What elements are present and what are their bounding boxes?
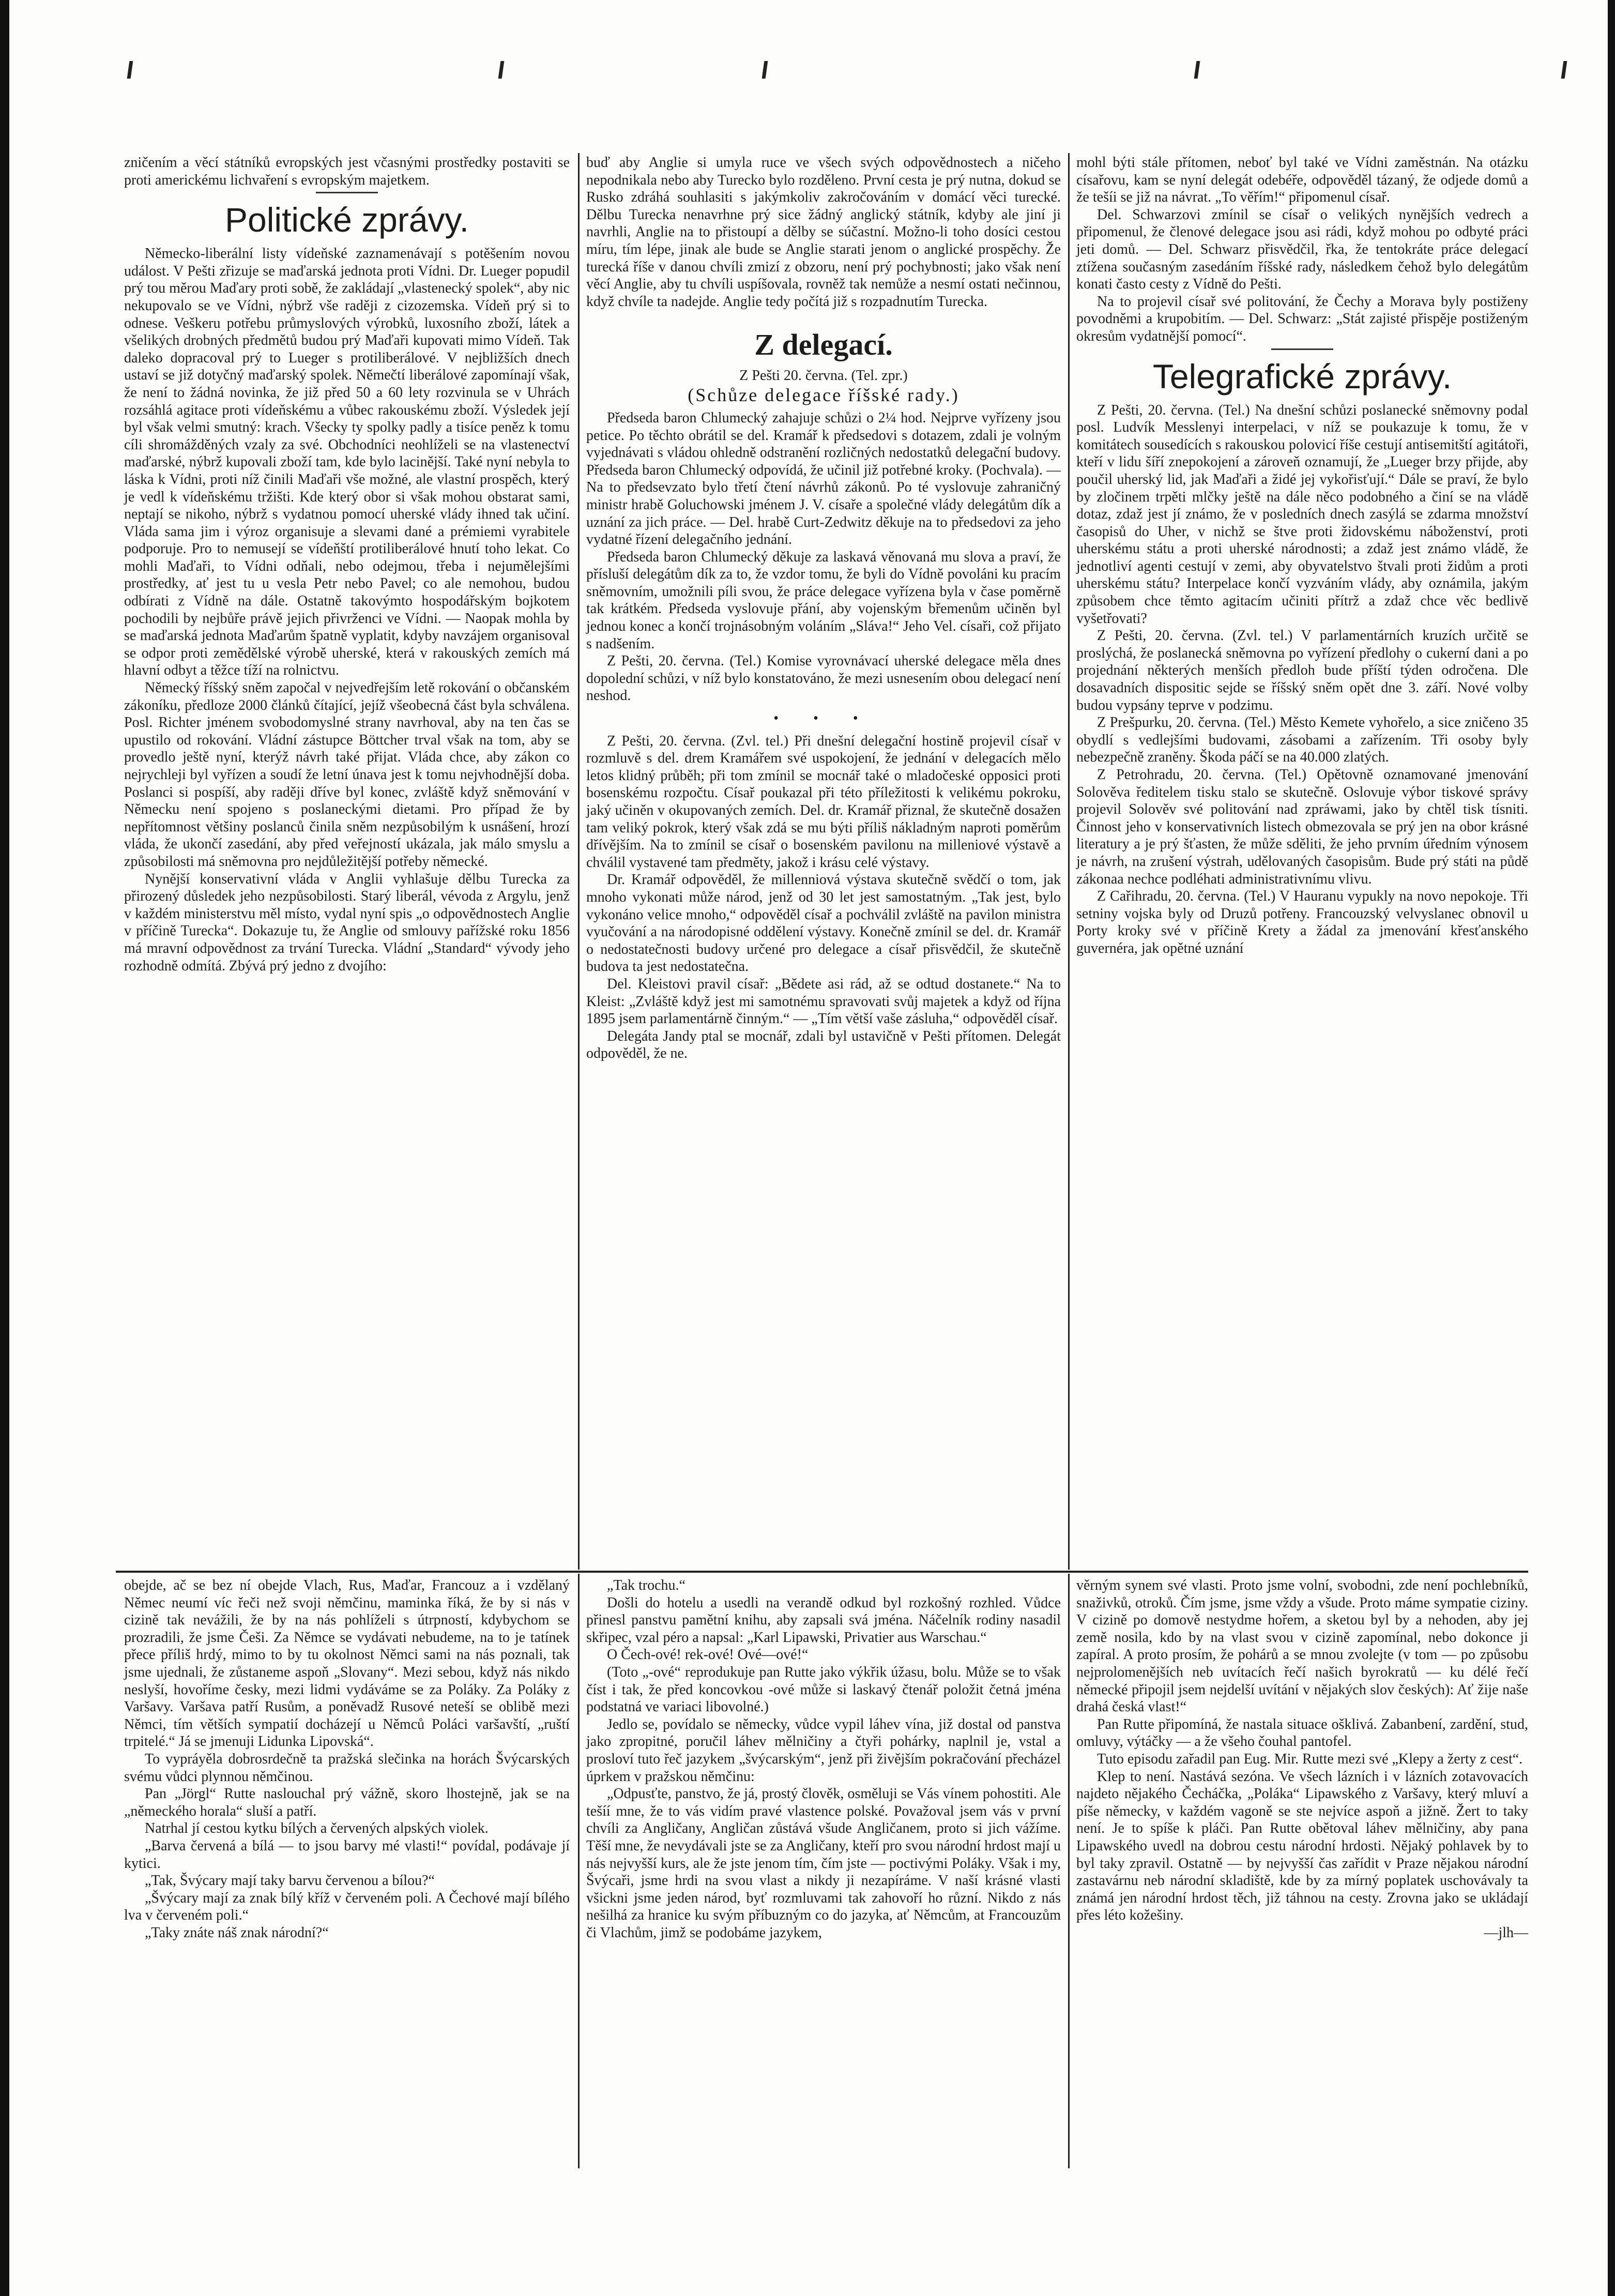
top-mark bbox=[762, 61, 768, 79]
top-mark bbox=[498, 61, 505, 79]
feuilleton-paragraph: Tuto episodu zařadil pan Eug. Mir. Rutte mezi své „Klepy a žerty z cest“. bbox=[1097, 1751, 1523, 1767]
subheading: (Schůze delegace říšské rady.) bbox=[688, 384, 959, 405]
feuilleton-paragraph: To vypráyěla dobrosrdečně ta pražská slečinka na horách Švýcarských svému vůdci plynnou němčinou. bbox=[124, 1751, 570, 1785]
article-paragraph: Z Pešti, 20. června. (Zvl. tel.) V parlamentárních kruzích určitě se proslýchá, že poslanecká sněmovna po vyřízení předlohy o cukerní dani a po projednání některých menších předloh bude příští týden odročena. Dle dosavadních dispositic sejde se říšský sněm opět dne 3. září. Nové volby budou vypsány teprve v podzimu. bbox=[1076, 628, 1528, 713]
article-paragraph: Předseda baron Chlumecký zahajuje schůzi o 2¼ hod. Nejprve vyřízeny jsou petice. Po těchto obrátil se del. Kramář k předsedovi s dotazem, zdali je volným vyjednávati s vládou ohledně odstranění rozličných nedostatků delegační budovy. Předseda baron Chlumecký odpovídá, že učinil již potřebné kroky. (Pochvala). — Na to předsevzato bylo třetí čtení návrhů zákonů. Po té vyslovuje zahraničný ministr hrabě Goluchowski jménem J. V. císaře a společné vlády delegátům dík a uznání za jich práce. — Del. hrabě Curt-Zedwitz děkuje na to předsedovi za jeho vydatné řízení delegačního jednání. bbox=[586, 409, 1061, 548]
author-signature: —jlh— bbox=[1484, 1924, 1528, 1941]
feuilleton-paragraph: věrným synem své vlasti. Proto jsme volní, svobodni, zde není pochlebníků, snaživků, otroků. Čím jsme, jsme vždy a všude. Proto máme sympatie ciziny. V cizině po domově nestydme hořem, a sketou byl by a nehoden, aby jej země nosila, kdo by na vlast svou v cizině zapomínal, nebo dokonce ji zapíral. A proto prosím, že pohárů a se mnou zvolejte (v tom — po způsobu nejprolomenějších neb uvítacích řečí našich byrokratů — ku délé řečí německé připojil jsem nejdelší uvítání v nějakých slov českých): Ať žije naše drahá česká vlast!“ bbox=[1076, 1577, 1528, 1715]
feuilleton-paragraph: „Tak, Švýcary mají taky barvu červenou a bílou?“ bbox=[145, 1873, 435, 1889]
separator bbox=[316, 192, 378, 193]
article-paragraph: Na to projevil císař své politování, že Čechy a Morava byly postiženy povodněmi a krupobitím. — Del. Schwarz: „Stát zajisté přispěje postiženým okresům vydatnější pomocí“. bbox=[1076, 293, 1528, 344]
feuilleton-paragraph: Jedlo se, povídalo se německy, vůdce vypil láhev vína, již dostal od panstva jako zpropitné, poručil láhev mělničiny a čtyři pohárky, naplnil je, vstal a prosloví tuto řeč jazykem „švýcarským“, jenž při živějším pokračování přecházel úprkem v pražskou němčinu: bbox=[586, 1716, 1061, 1785]
column-divider bbox=[1068, 1574, 1070, 2168]
feuilleton-paragraph: O Čech-ové! rek-ové! Ové—ové!“ bbox=[607, 1647, 809, 1663]
dots-separator: • • • bbox=[773, 710, 874, 727]
feuilleton-divider bbox=[116, 1571, 1528, 1573]
article-paragraph: Dr. Kramář odpověděl, že millenniová výstava skutečně svědčí o tom, jak mnoho vykonati může národ, jenž od 30 let jest samostatným. „Tak jest, bylo vykonáno velice mnoho,“ odpověděl císař a pochválil zvláště na pavilon ministra vyučování a na národopisné oddělení výstavy. Konečně zmínil se del. dr. Kramář o nedostatečnosti budovy určené pro delegace a císař přisvědčil, že skutečně budova ta jest nedostatečna. bbox=[586, 872, 1061, 975]
dateline: Z Pešti 20. června. (Tel. zpr.) bbox=[739, 368, 908, 384]
article-paragraph: Del. Schwarzovi zmínil se císař o velikých nynějších vedrech a připomenul, že členové delegace jsou asi rádi, když mohou po odbyté práci jeti domů. — Del. Schwarz přisvědčil, řka, že tentokráte práce delegací ztížena současným zasedáním říšské rady, následkem čehož bylo delegátům konati často cesty z Vídně do Pešti. bbox=[1076, 206, 1528, 293]
feuilleton-paragraph: Došli do hotelu a usedli na verandě odkud byl rozkošný rozhled. Vůdce přinesl panstvu pamětní knihu, aby zapsali svá jména. Náčelník rodiny nasadil skřipec, vzal péro a napsal: „Karl Lipawski, Privatier aus Warschau.“ bbox=[586, 1594, 1061, 1646]
feuilleton-paragraph: „Taky znáte náš znak národní?“ bbox=[145, 1924, 329, 1941]
article-paragraph: Z Prešpurku, 20. června. (Tel.) Město Kemete vyhořelo, a sice zničeno 35 obydlí s vedlejšími budovami, zásobami a zařízením. Tři osoby byly nebezpečně zraněny. Škoda páčí se na 40.000 zlatých. bbox=[1076, 714, 1528, 766]
intro-paragraph: zničením a věcí státníků evropských jest včasnými prostředky postaviti se proti americkému lichvaření s evropským majetkem. bbox=[124, 155, 570, 188]
article-paragraph: Z Cařihradu, 20. června. (Tel.) V Hauranu vypukly na novo nepokoje. Tři setniny vojska byly od Druzů potřeny. Francouzský velvyslanec obnovil u Porty kroky své v příčině Krety a žádal za jmenování křesťanského guvernéra, jak opětné uznání bbox=[1076, 888, 1528, 956]
feuilleton-paragraph: Natrhal jí cestou kytku bílých a červených alpských violek. bbox=[145, 1820, 489, 1837]
left-scan-edge bbox=[0, 0, 9, 2296]
section-heading-z-delegaci: Z delegací. bbox=[754, 328, 893, 362]
top-mark bbox=[1194, 61, 1200, 79]
article-paragraph: Německo-liberální listy vídeňské zaznamenávají s potěšením novou událost. V Pešti zřizuje se maďarská jednota proti Vídni. Dr. Lueger popudil prý tou měrou Maďary proti sobě, že zakládají „vlastenecký spolek“, aby nic nekupovalo se ve Vídni, nýbrž vše raději z cizozemska. Vídeň prý si to odnese. Veškeru potřebu průmyslových výrobků, luxosního zboží, látek a všelikých drobných předmětů budou prý Maďaři kupovati mimo Vídeň. Tak daleko dopracoval prý to Lueger s protiliberálové. V nejbližších dnech ustaví se již dotyčný maďarský spolek. Němečtí liberálové zapomínají však, že není to žádná novinka, že již před 50 a 60 lety rozvinula se v Uhrách rozsáhlá agitace proti vídeňskému a vůbec rakouskému zboží. Výsledek její byl však velmi smutný: krach. Všecky ty spolky padly a tisíce peněz k tomu cíli shromážděných vzaly za své. Obchodníci neohlíželi se na vlastenectví maďarské, nýbrž kupovali zboží tam, kde bylo lacinější. Také nyní nebyla to láska k Vídni, proti níž činili Maďaři vše možné, ale vlastní prospěch, který je vedl k vídeňskému tržišti. Kde který obor si však mohou obstarat sami, neptají se nikoho, nýbrž s vydatnou pomocí uherské vlády ihned tak učiní. Vláda sama jim i výroz organisuje a slevami dané a prémiemi vyrabitele podporuje. Pro to nemusejí se vídeňští protiliberálové hnutí toho lekat. Co mohli Maďaři, to Vídni odňali, nebo odejmou, třeba i nejumělejšími prostředky, ať jest tu u vesla Petr nebo Pavel; co ale nemohou, budou odbírati z Vídně na dále. Ostatně takovýmto hospodářským bojkotem pochodili by nejbůře právě jejich přivrženci ve Vídni. — Naopak mohla by se maďarská jednota Maďarům špatně vyplatit, kdyby navzájem organisoval se odpor proti zemědělské výrobě uherské, která v rakouských zemích má hlavní odbyt a těžce tíží na rolnictvu. bbox=[124, 246, 570, 679]
column-divider bbox=[578, 1574, 580, 2168]
column-divider bbox=[578, 153, 580, 1570]
feuilleton-paragraph: obejde, ač se bez ní obejde Vlach, Rus, Maďar, Francouz a i vzdělaný Němec neumí víc řeči než svoji němčinu, maminka říká, že by si nás v cizině tak nevážili, že by na nás pohlíželi s útrpností, kdybychom se prozradili, že jsme Češi. Za Němce se vydávati nebudeme, na to je tatínek přece příliš hrdý, mimo to by tu okolnost Němci sami na nás poznali, tak jsme ujednali, že zůstaneme aspoň „Slovany“. Mezi sebou, když nás nikdo neslyší, hovoříme česky, mezi lidmi vydáváme se za Poláky. Za Poláky z Varšavy. Varšava patří Rusům, a poněvadž Rusové neteší se oblibě mezi Němci, tím větších sympatií docházejí u Němců Poláci varšavští, „ruští trpitelé.“ Já se jmenuji Lidunka Lipovská“. bbox=[124, 1577, 570, 1750]
feuilleton-paragraph: „Tak trochu.“ bbox=[607, 1577, 685, 1593]
article-paragraph: Del. Kleistovi pravil císař: „Bědete asi rád, až se odtud dostanete.“ Na to Kleist: „Zvláště když jest mi samotnému spravovati svůj majetek a když od října 1895 jsem parlamentárně činným.“ — „Tím větší vaše zásluha,“ odpověděl císař. bbox=[586, 976, 1061, 1027]
column-1 bbox=[124, 154, 570, 975]
article-paragraph: Předseda baron Chlumecký děkuje za laskavá věnovaná mu slova a praví, že přísluší delegátům dík za to, že vzdor tomu, že byli do Vídně povoláni ku pracím sněmovním, umožnili píli svou, že práce delegace vyřízena byla v čase poměrně tak krátkém. Předseda vyslovuje přání, aby vojenským břemenům učiněn byl jednou konec a končí trojnásobným voláním „Sláva!“ Jeho Vel. císaři, což přijato s nadšením. bbox=[586, 549, 1061, 652]
feuilleton-paragraph: Pan „Jörgl“ Rutte naslouchal prý vážně, skoro lhostejně, jak se na „německého horala“ sluší a patří. bbox=[124, 1786, 570, 1819]
article-paragraph: Z Pešti, 20. června. (Zvl. tel.) Při dnešní delegační hostině projevil císař v rozmluvě s del. drem Kramářem své uspokojení, že jednání v delegacích mělo letos klidný průběh; při tom zmínil se mocnář také o mladočeské opposici proti bosenskému rozpočtu. Císař poukazal při této příležitosti k velikému pokroku, jaký učiněn v okupovaných zemích. Del. dr. Kramář přiznal, že skutečně dosažen tam veliký pokrok, který však zdá se mu býti příliš nákladným naproti poměrům dřívějším. Na to zmínil se císař o bosenském pavilonu na milleniové výstavě a chválil vystavené tam předměty, jakož i krásu celé výstavy. bbox=[586, 733, 1061, 871]
feuilleton-column-3 bbox=[1076, 1577, 1528, 1941]
feuilleton-paragraph: „Barva červená a bílá — to jsou barvy mé vlasti!“ povídal, podávaje jí kytici. bbox=[124, 1837, 570, 1872]
section-heading-politicke-zpravy: Politické zprávy. bbox=[225, 201, 469, 239]
right-scan-edge bbox=[1608, 0, 1615, 2296]
column-3 bbox=[1076, 154, 1528, 957]
section-heading-telegraficke-zpravy: Telegrafické zprávy. bbox=[1152, 357, 1452, 396]
top-mark bbox=[127, 61, 133, 79]
article-paragraph: Z Pešti, 20. června. (Tel.) Na dnešní schůzi poslanecké sněmovny podal posl. Ludvík Messlenyi interpelaci, v níž se poukazuje k tomu, že v komitátech sousedících s rakouskou polovicí říše cestují antisemitští agitátoři, kteří v lidu šíří znepokojení a zároveň oznamují, že „Lueger brzy přijde, aby poučil uherský lid, jak Maďaři a židé jej vykořisťují.“ Dále se praví, že bylo by zločinem trpěti mlčky ještě na dále něco podobného a činí se na vládě dotaz, zdaž jest jí známo, že v posledních dnech zasýlá se zdarma množství časopisů do Uher, v nichž se štve proti židovskému náboženství, proti uherskému státu a proti uherské národnosti; a zdaž jest známo vládě, že jednotliví agenti cestují v zemi, aby obyvatelstvo štvali proti židům a proti uherskému státu? Interpelace končí vyzváním vlády, aby oznámila, jakým způsobem chce těmto agitacím učiniti přítrž a zdaž chce věc bedlivě vyšetřovati? bbox=[1076, 402, 1528, 627]
feuilleton-paragraph: Pan Rutte připomíná, že nastala situace ošklivá. Zabanbení, zardění, stud, omluvy, výtáčky — a že všeho čouhal pantofel. bbox=[1076, 1716, 1528, 1750]
feuilleton-column-2 bbox=[586, 1577, 1061, 1941]
article-paragraph: Delegáta Jandy ptal se mocnář, zdali byl ustavičně v Pešti přítomen. Delegát odpověděl, že ne. bbox=[586, 1028, 1061, 1062]
feuilleton-column-1 bbox=[124, 1577, 570, 1941]
feuilleton-paragraph: Klep to není. Nastává sezóna. Ve všech lázních i v lázních zotavovacích najdeto nějakého Čecháčka, „Poláka“ Lipawského z Varšavy, který mluví a píše německy, v každém vagoně se ste nejvíce aspoň a jižně. Žert to taky není. Je to spíše k pláči. Pan Rutte obětoval láhev mělničiny, aby pana Lipawského uvedl na dobrou cestu národní hrdosti. Nějaký pohlavek by to byl taky zpravil. Ostatně — by nejvyšší čas zařídit v Praze nějakou národní zastavárnu neb národní skladiště, kde by za mírný poplatek uschovávaly ta známá jen národní hrdost těch, již táhnou na cesty. Zrovna jako se ukládají přes léto kožešiny. bbox=[1076, 1768, 1528, 1924]
article-paragraph: Nynější konservativní vláda v Anglii vyhlašuje dělbu Turecka za přirozený důsledek jeho nezpůsobilosti. Starý liberál, vévoda z Argylu, jenž v každém ministerstvu měl místo, vydal nyní spis „o odpovědnostech Anglie v příčině Turecka“. Dokazuje tu, že Anglie od smlouvy pařížské roku 1856 má mravní odpovědnost za trvání Turecka. Vládní „Standard“ vývody jeho rozhodně odmítá. Zbývá prý jedno z dvojího: bbox=[124, 871, 570, 974]
top-mark bbox=[1561, 61, 1567, 79]
feuilleton-paragraph: (Toto „-ové“ reprodukuje pan Rutte jako výkřik úžasu, bolu. Může se to však číst i tak, že před koncovkou -ové může si laskavý čtenář položit četná jména podstatná ve variaci libovolné.) bbox=[586, 1664, 1061, 1715]
column-2 bbox=[586, 154, 1061, 1062]
article-paragraph: Z Petrohradu, 20. června. (Tel.) Opětovně oznamované jmenování Solověva ředitelem tisku stalo se skutečně. Oslovuje výbor tiskové správy projevil Solověv své politování nad zpráwami, jako by chtěl tisk tísniti. Činnost jeho v konservativních listech obmezovala se prý jen na obor krásné literatury a je prý šťasten, že může sděliti, že jeho prvním úředním výnosem je návrh, na zrušení výstrah, udělovaných časopisům. Bude prý státi na půdě zákonaa nechce podléhati administrativnímu vlivu. bbox=[1076, 767, 1528, 887]
feuilleton-paragraph: „Odpusťte, panstvo, že já, prostý člověk, osměluji se Vás vínem pohostiti. Ale tešíí mne, že to vás vidím pravé vlastence polské. Považoval jsem vás v první chvíli za Angličany, Angličan zůstává všude Angličanem, proto si jich vážíme. Těší mne, že nevydávali jste se za Angličany, kteří pro svou národní hrdost mají u nás nejvyšší kurs, ale že jste jenom tím, čím jste — poctivými Poláky. Však i my, Švýcaři, jsme hrdi na svou vlast a nikdy ji nezapíráme. V naší krásné vlasti všickni jsme jeden národ, byť rozmluvami tak zahovoří ho různí. Nikdo z nás nešilhá za hranice ku svým příbuzným co do jazyka, ať Němcům, at Francouzům či Vlachům, jimž se podobáme jazykem, bbox=[586, 1786, 1061, 1941]
article-paragraph: mohl býti stále přítomen, neboť byl také ve Vídni zaměstnán. Na otázku císařovu, kam se nyní delegát odebéře, odpověděl tázaný, že odjede domů a že tešíi se již na návrat. „To věřím!“ připomenul císař. bbox=[1076, 155, 1528, 206]
feuilleton-paragraph: „Švýcary mají za znak bílý kříž v červeném poli. A Čechové mají bílého lva v červeném poli.“ bbox=[124, 1890, 570, 1924]
column-divider bbox=[1068, 153, 1070, 1570]
article-paragraph: Z Pešti, 20. června. (Tel.) Komise vyrovnávací uherské delegace měla dnes dopolední schůzi, v níž bylo konstatováno, že mezi usnesením obou delegací není neshod. bbox=[586, 653, 1061, 704]
article-paragraph: Německý říšský sněm započal v nejvedřejším letě rokování o občanském zákoníku, předloze 2000 článků čítající, jejíž všeobecná část byla schválena. Posl. Richter jménem svobodomyslné strany navrhoval, aby na ten čas se upustilo od rokování. Vládní zástupce Böttcher trval však na tom, aby se provedlo ještě nyní, kterýž návrh také přijat. Vláda chce, aby zákon co nejrychleji byl vyřízen a soudí že letní únava jest k tomu nejvhodnější doba. Poslanci si pospíší, aby raději dříve byl konec, zvláště když sněmování v Německu není spojeno s poslaneckými dietami. Pro případ že by nepřítomnost většiny poslanců činila sněm nezpůsobilým k usnášení, hrozí vláda, že ukončí zasedání, aby před veřejností ukázala, jak málo smyslu a způsobilosti má sněmovna pro nejdůležitější potřeby německé. bbox=[124, 680, 570, 870]
separator bbox=[1271, 348, 1333, 350]
article-paragraph: buď aby Anglie si umyla ruce ve všech svých odpovědnostech a ničeho nepodnikala nebo aby Turecko bylo rozděleno. První cesta je prý nutna, dokud se Rusko zdráhá souhlasiti s jakýmkoliv zakročováním v domácí věci turecké. Dělbu Turecka nenavrhne prý sice žádný anglický státník, kdyby ale jiní ji navrhli, Anglie na to přistoupí a dělby se súčastní. Možno-li toho dosíci cestou míru, tím lépe, jinak ale bude se Anglie starati jenom o anglické prospěchy. Že turecká říše v danou chvíli zmizí z obzoru, není prý pochybnosti; jako však není věcí Anglie, aby tu chvíli uspíšovala, rovněž tak nemůže a nesmí ostati nečinnou, když chvíle ta nadejde. Anglie tedy počítá již s rozpadnutím Turecka. bbox=[586, 155, 1061, 310]
